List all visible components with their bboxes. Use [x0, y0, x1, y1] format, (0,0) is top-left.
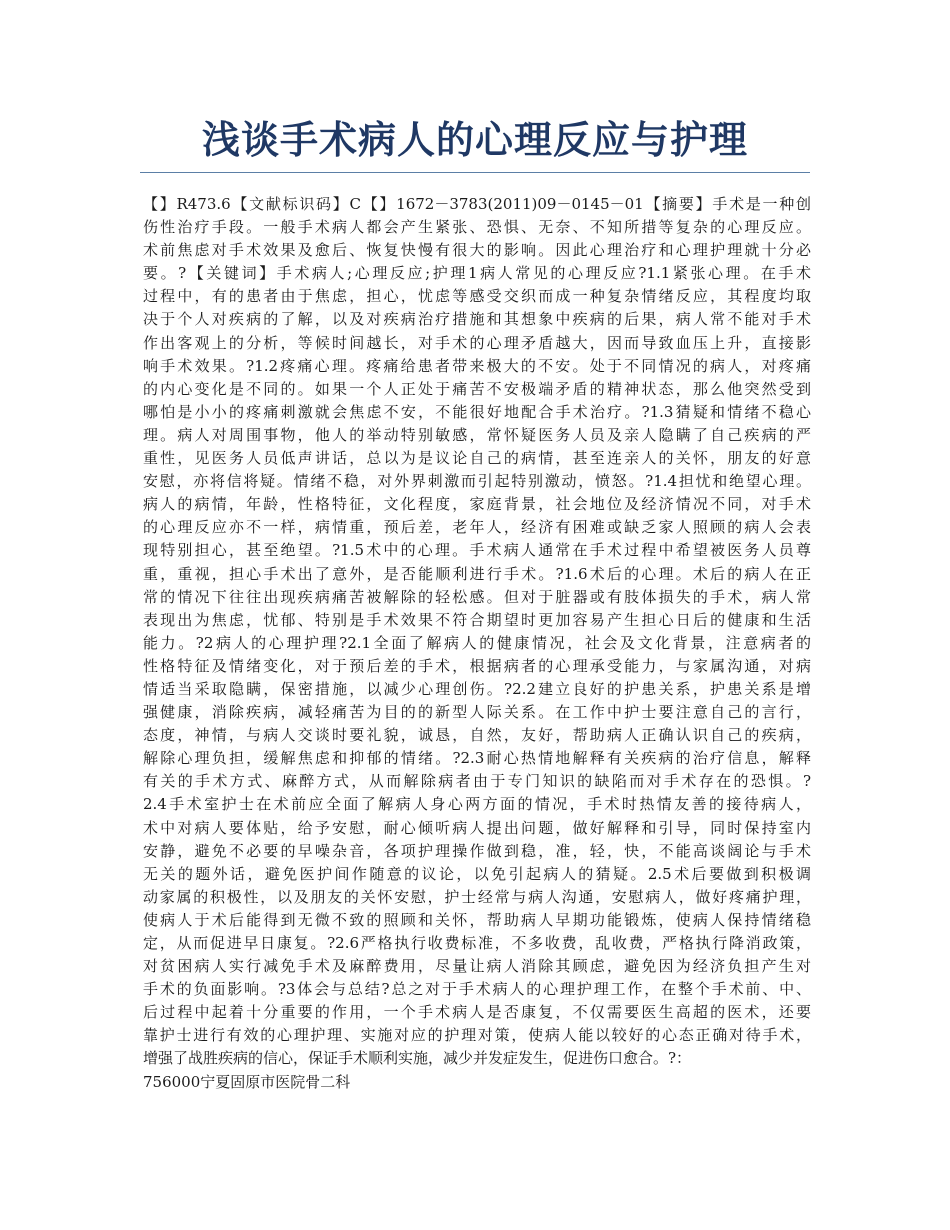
body-line: 无关的题外话，避免医护间作随意的议论，以免引起病人的猜疑。2.5术后要做到积极调 [143, 864, 811, 883]
body-line: 常的情况下往往出现疾病痛苦被解除的轻松感。但对于脏器或有肢体损失的手术，病人常 [143, 587, 811, 606]
body-line: 强健康，消除疾病，减轻痛苦为目的的新型人际关系。在工作中护士要注意自己的言行， [143, 703, 811, 722]
body-line: 定，从而促进早日康复。?2.6严格执行收费标准，不多收费，乱收费，严格执行降消政策， [143, 934, 811, 952]
body-line: 756000宁夏固原市医院骨二科 [143, 1072, 351, 1091]
body-line: 理。病人对周围事物，他人的举动特别敏感，常怀疑医务人员及亲人隐瞒了自己疾病的严 [143, 425, 811, 444]
body-line: 术前焦虑对手术效果及愈后、恢复快慢有很大的影响。因此心理治疗和心理护理就十分必 [143, 241, 811, 260]
body-line: 使病人于术后能得到无微不致的照顾和关怀，帮助病人早期功能锻炼，使病人保持情绪稳 [143, 910, 811, 929]
body-line: 靠护士进行有效的心理护理、实施对应的护理对策，使病人能以较好的心态正确对待手术， [143, 1026, 811, 1045]
body-line: 哪怕是小小的疼痛刺激就会焦虑不安，不能很好地配合手术治疗。?1.3猜疑和情绪不稳心 [143, 402, 811, 421]
body-line: 伤性治疗手段。一般手术病人都会产生紧张、恐惧、无奈、不知所措等复杂的心理反应。 [143, 218, 811, 237]
body-line: 现特别担心，甚至绝望。?1.5术中的心理。手术病人通常在手术过程中希望被医务人员尊 [143, 541, 811, 560]
body-line: 响手术效果。?1.2疼痛心理。疼痛给患者带来极大的不安。处于不同情况的病人，对疼痛 [143, 356, 811, 375]
body-line: 过程中，有的患者由于焦虑，担心，忧虑等感受交织而成一种复杂情绪反应，其程度均取 [143, 287, 811, 306]
body-line: 安慰，亦将信将疑。情绪不稳，对外界刺激而引起特别激动，愤怒。?1.4担忧和绝望心理。 [143, 472, 811, 491]
body-line: 表现出为焦虑，忧郁、特别是手术效果不符合期望时更加容易产生担心日后的健康和生活 [143, 610, 811, 629]
body-line: 动家属的积极性，以及朋友的关怀安慰，护士经常与病人沟通，安慰病人，做好疼痛护理， [143, 887, 811, 906]
body-line: 术中对病人要体贴，给予安慰，耐心倾听病人提出问题，做好解释和引导，同时保持室内 [143, 818, 811, 837]
body-line: 要。?【关键词】手术病人;心理反应;护理1病人常见的心理反应?1.1紧张心理。在手术 [143, 264, 811, 283]
body-line: 解除心理负担，缓解焦虑和抑郁的情绪。?2.3耐心热情地解释有关疾病的治疗信息，解释 [143, 749, 811, 768]
body-line: 作出客观上的分析，等候时间越长，对手术的心理矛盾越大，因而导致血压上升，直接影 [143, 333, 811, 352]
body-line: 决于个人对疾病的了解，以及对疾病治疗措施和其想象中疾病的后果，病人常不能对手术 [143, 310, 811, 329]
body-line: 的心理反应亦不一样，病情重，预后差，老年人，经济有困难或缺乏家人照顾的病人会表 [143, 518, 811, 537]
body-line: 重，重视，担心手术出了意外，是否能顺利进行手术。?1.6术后的心理。术后的病人在正 [143, 564, 811, 583]
body-line: 重性，见医务人员低声讲话，总以为是议论自己的病情，甚至连亲人的关怀，朋友的好意 [143, 449, 811, 468]
document-body [143, 193, 811, 1094]
body-line: 的内心变化是不同的。如果一个人正处于痛苦不安极端矛盾的精神状态，那么他突然受到 [143, 379, 811, 398]
body-line: 安静，避免不必要的早噪杂音，各项护理操作做到稳，准，轻，快，不能高谈阔论与手术 [143, 841, 811, 860]
body-line: 2.4手术室护士在术前应全面了解病人身心两方面的情况，手术时热情友善的接待病人， [143, 795, 811, 814]
body-line: 增强了战胜疾病的信心，保证手术顺利实施，减少并发症发生，促进伤口愈合。?： [143, 1049, 692, 1068]
body-line: 情适当采取隐瞒，保密措施，以减少心理创伤。?2.2建立良好的护患关系，护患关系是增 [143, 679, 811, 698]
body-line: 能力。?2病人的心理护理?2.1全面了解病人的健康情况，社会及文化背景，注意病者的 [143, 633, 811, 652]
body-line: 态度，神情，与病人交谈时要礼貌，诚恳，自然，友好，帮助病人正确认识自己的疾病， [143, 726, 811, 745]
document-title: 浅谈手术病人的心理反应与护理 [201, 118, 748, 162]
body-line: 【】R473.6【文献标识码】C【】1672－3783(2011)09－0145－01【摘要】手术是一种创 [143, 195, 811, 213]
body-line: 手术的负面影响。?3体会与总结?总之对于手术病人的心理护理工作，在整个手术前、中、 [143, 980, 811, 999]
body-line: 有关的手术方式、麻醉方式，从而解除病者由于专门知识的缺陷而对手术存在的恐惧。? [143, 772, 811, 791]
body-line: 性格特征及情绪变化，对于预后差的手术，根据病者的心理承受能力，与家属沟通，对病 [143, 656, 811, 675]
title-divider [140, 172, 810, 173]
body-line: 对贫困病人实行减免手术及麻醉费用，尽量让病人消除其顾虑，避免因为经济负担产生对 [143, 957, 811, 976]
body-line: 后过程中起着十分重要的作用，一个手术病人是否康复，不仅需要医生高超的医术，还要 [143, 1003, 811, 1022]
body-line: 病人的病情，年龄，性格特征，文化程度，家庭背景，社会地位及经济情况不同，对手术 [143, 495, 811, 514]
